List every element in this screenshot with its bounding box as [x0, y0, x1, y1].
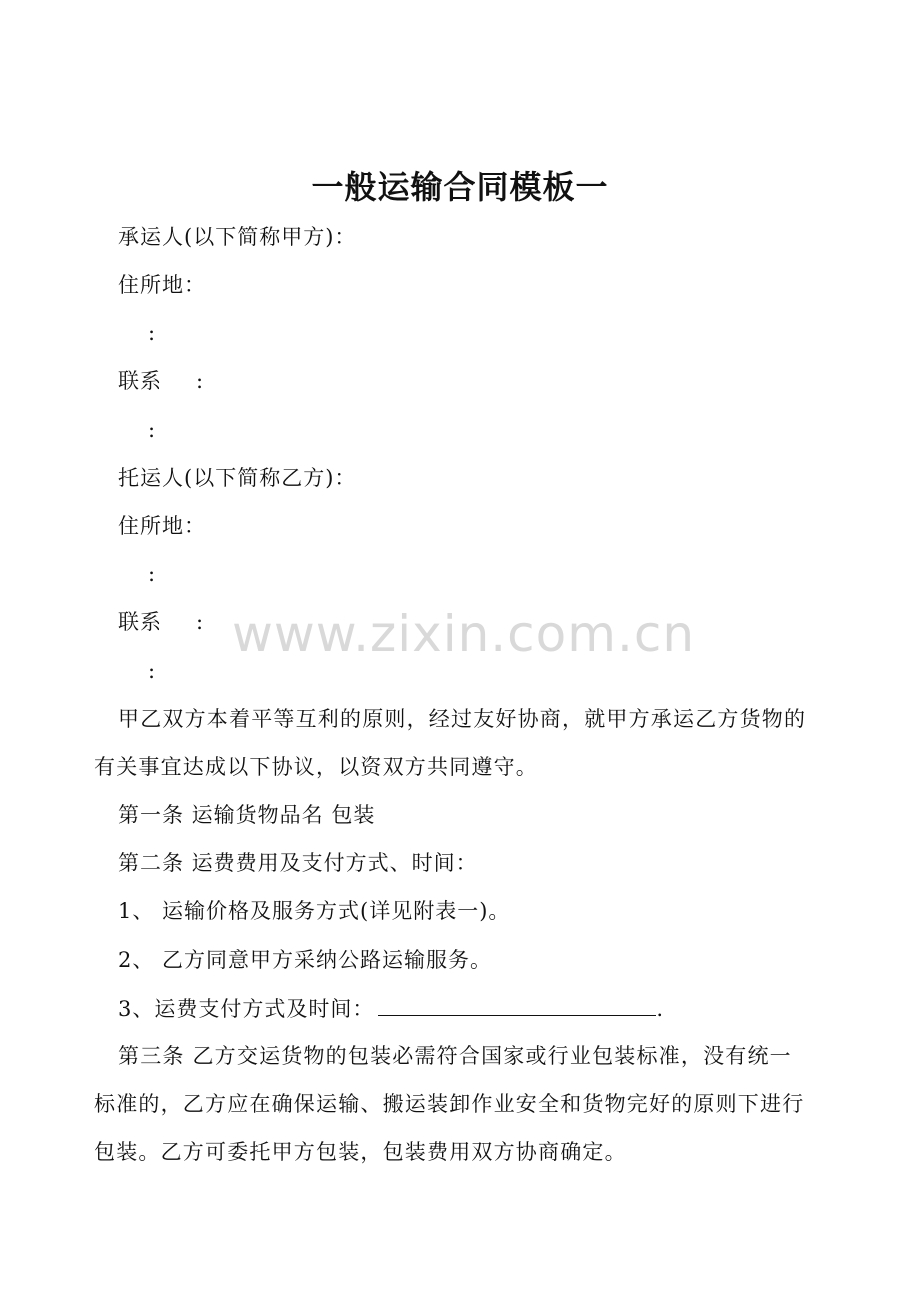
carrier-contact-colon: : — [196, 369, 205, 393]
shipper-contact-colon: : — [196, 610, 205, 634]
watermark: www.zixin.com.cn — [232, 605, 696, 663]
payment-method-end: . — [656, 997, 665, 1021]
intro-line: 有关事宜达成以下协议，以资双方共同遵守。 — [94, 755, 538, 779]
article-2-heading: 第二条 运费费用及支付方式、时间： — [118, 851, 478, 875]
article-2-item: 1、 运输价格及服务方式(详见附表一)。 — [118, 899, 511, 923]
shipper-contact-label: 联系 — [118, 610, 162, 634]
article-2-item-3 — [118, 993, 664, 1024]
carrier-contact-label: 联系 — [118, 369, 162, 393]
carrier-heading: 承运人(以下简称甲方)： — [118, 225, 357, 249]
shipper-address-label: 住所地： — [118, 514, 206, 538]
payment-method-label: 3、运费支付方式及时间： — [118, 997, 375, 1021]
carrier-blank-colon: : — [148, 418, 157, 442]
carrier-address-label: 住所地： — [118, 273, 206, 297]
intro-line: 甲乙双方本着平等互利的原则，经过友好协商，就甲方承运乙方货物的 — [118, 707, 807, 731]
shipper-blank-colon: : — [148, 659, 157, 683]
article-3-line: 第三条 乙方交运货物的包装必需符合国家或行业包装标准，没有统一 — [118, 1044, 792, 1068]
shipper-heading: 托运人(以下简称乙方)： — [118, 466, 357, 490]
shipper-blank-colon: : — [148, 562, 157, 586]
payment-method-blank[interactable] — [378, 993, 656, 1016]
carrier-blank-colon: : — [148, 321, 157, 345]
article-1: 第一条 运输货物品名 包装 — [118, 803, 376, 827]
document-title: 一般运输合同模板一 — [311, 168, 609, 206]
article-2-item: 2、 乙方同意甲方采纳公路运输服务。 — [118, 948, 493, 972]
article-3-line: 标准的，乙方应在确保运输、搬运装卸作业安全和货物完好的原则下进行 — [94, 1092, 805, 1116]
article-3-line: 包装。乙方可委托甲方包装，包装费用双方协商确定。 — [94, 1140, 627, 1164]
